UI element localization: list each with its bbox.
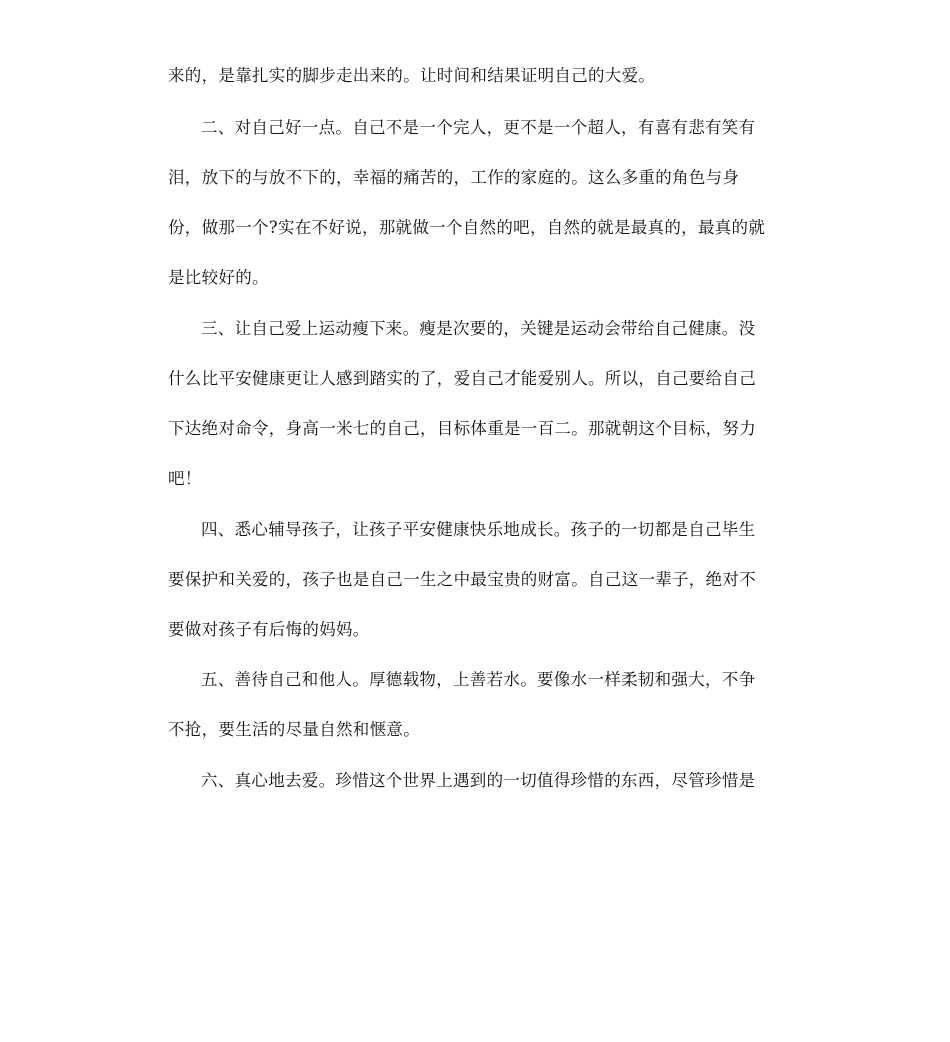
paragraph-line: 要做对孩子有后悔的妈妈。 <box>168 620 370 639</box>
paragraph-line: 二、对自己好一点。自己不是一个完人，更不是一个超人，有喜有悲有笑有 <box>201 118 756 137</box>
paragraph-line: 吧！ <box>168 469 202 488</box>
paragraph-line: 份，做那一个?实在不好说，那就做一个自然的吧，自然的就是最真的，最真的就 <box>168 218 766 237</box>
paragraph-line: 要保护和关爱的，孩子也是自己一生之中最宝贵的财富。自己这一辈子，绝对不 <box>168 570 756 589</box>
paragraph-line: 五、善待自己和他人。厚德载物，上善若水。要像水一样柔韧和强大，不争 <box>201 670 756 689</box>
paragraph-line: 六、真心地去爱。珍惜这个世界上遇到的一切值得珍惜的东西，尽管珍惜是 <box>201 771 756 790</box>
paragraph-line: 下达绝对命令，身高一米七的自己，目标体重是一百二。那就朝这个目标，努力 <box>168 419 756 438</box>
paragraph-line: 是比较好的。 <box>168 268 269 287</box>
paragraph-line: 什么比平安健康更让人感到踏实的了，爱自己才能爱别人。所以，自己要给自己 <box>168 369 756 388</box>
paragraph-line: 泪，放下的与放不下的，幸福的痛苦的，工作的家庭的。这么多重的角色与身 <box>168 168 740 187</box>
paragraph-line: 来的，是靠扎实的脚步走出来的。让时间和结果证明自己的大爱。 <box>168 66 656 85</box>
paragraph-line: 四、悉心辅导孩子，让孩子平安健康快乐地成长。孩子的一切都是自己毕生 <box>201 520 756 539</box>
paragraph-line: 三、让自己爱上运动瘦下来。瘦是次要的，关键是运动会带给自己健康。没 <box>201 319 756 338</box>
paragraph-line: 不抢，要生活的尽量自然和惬意。 <box>168 720 420 739</box>
